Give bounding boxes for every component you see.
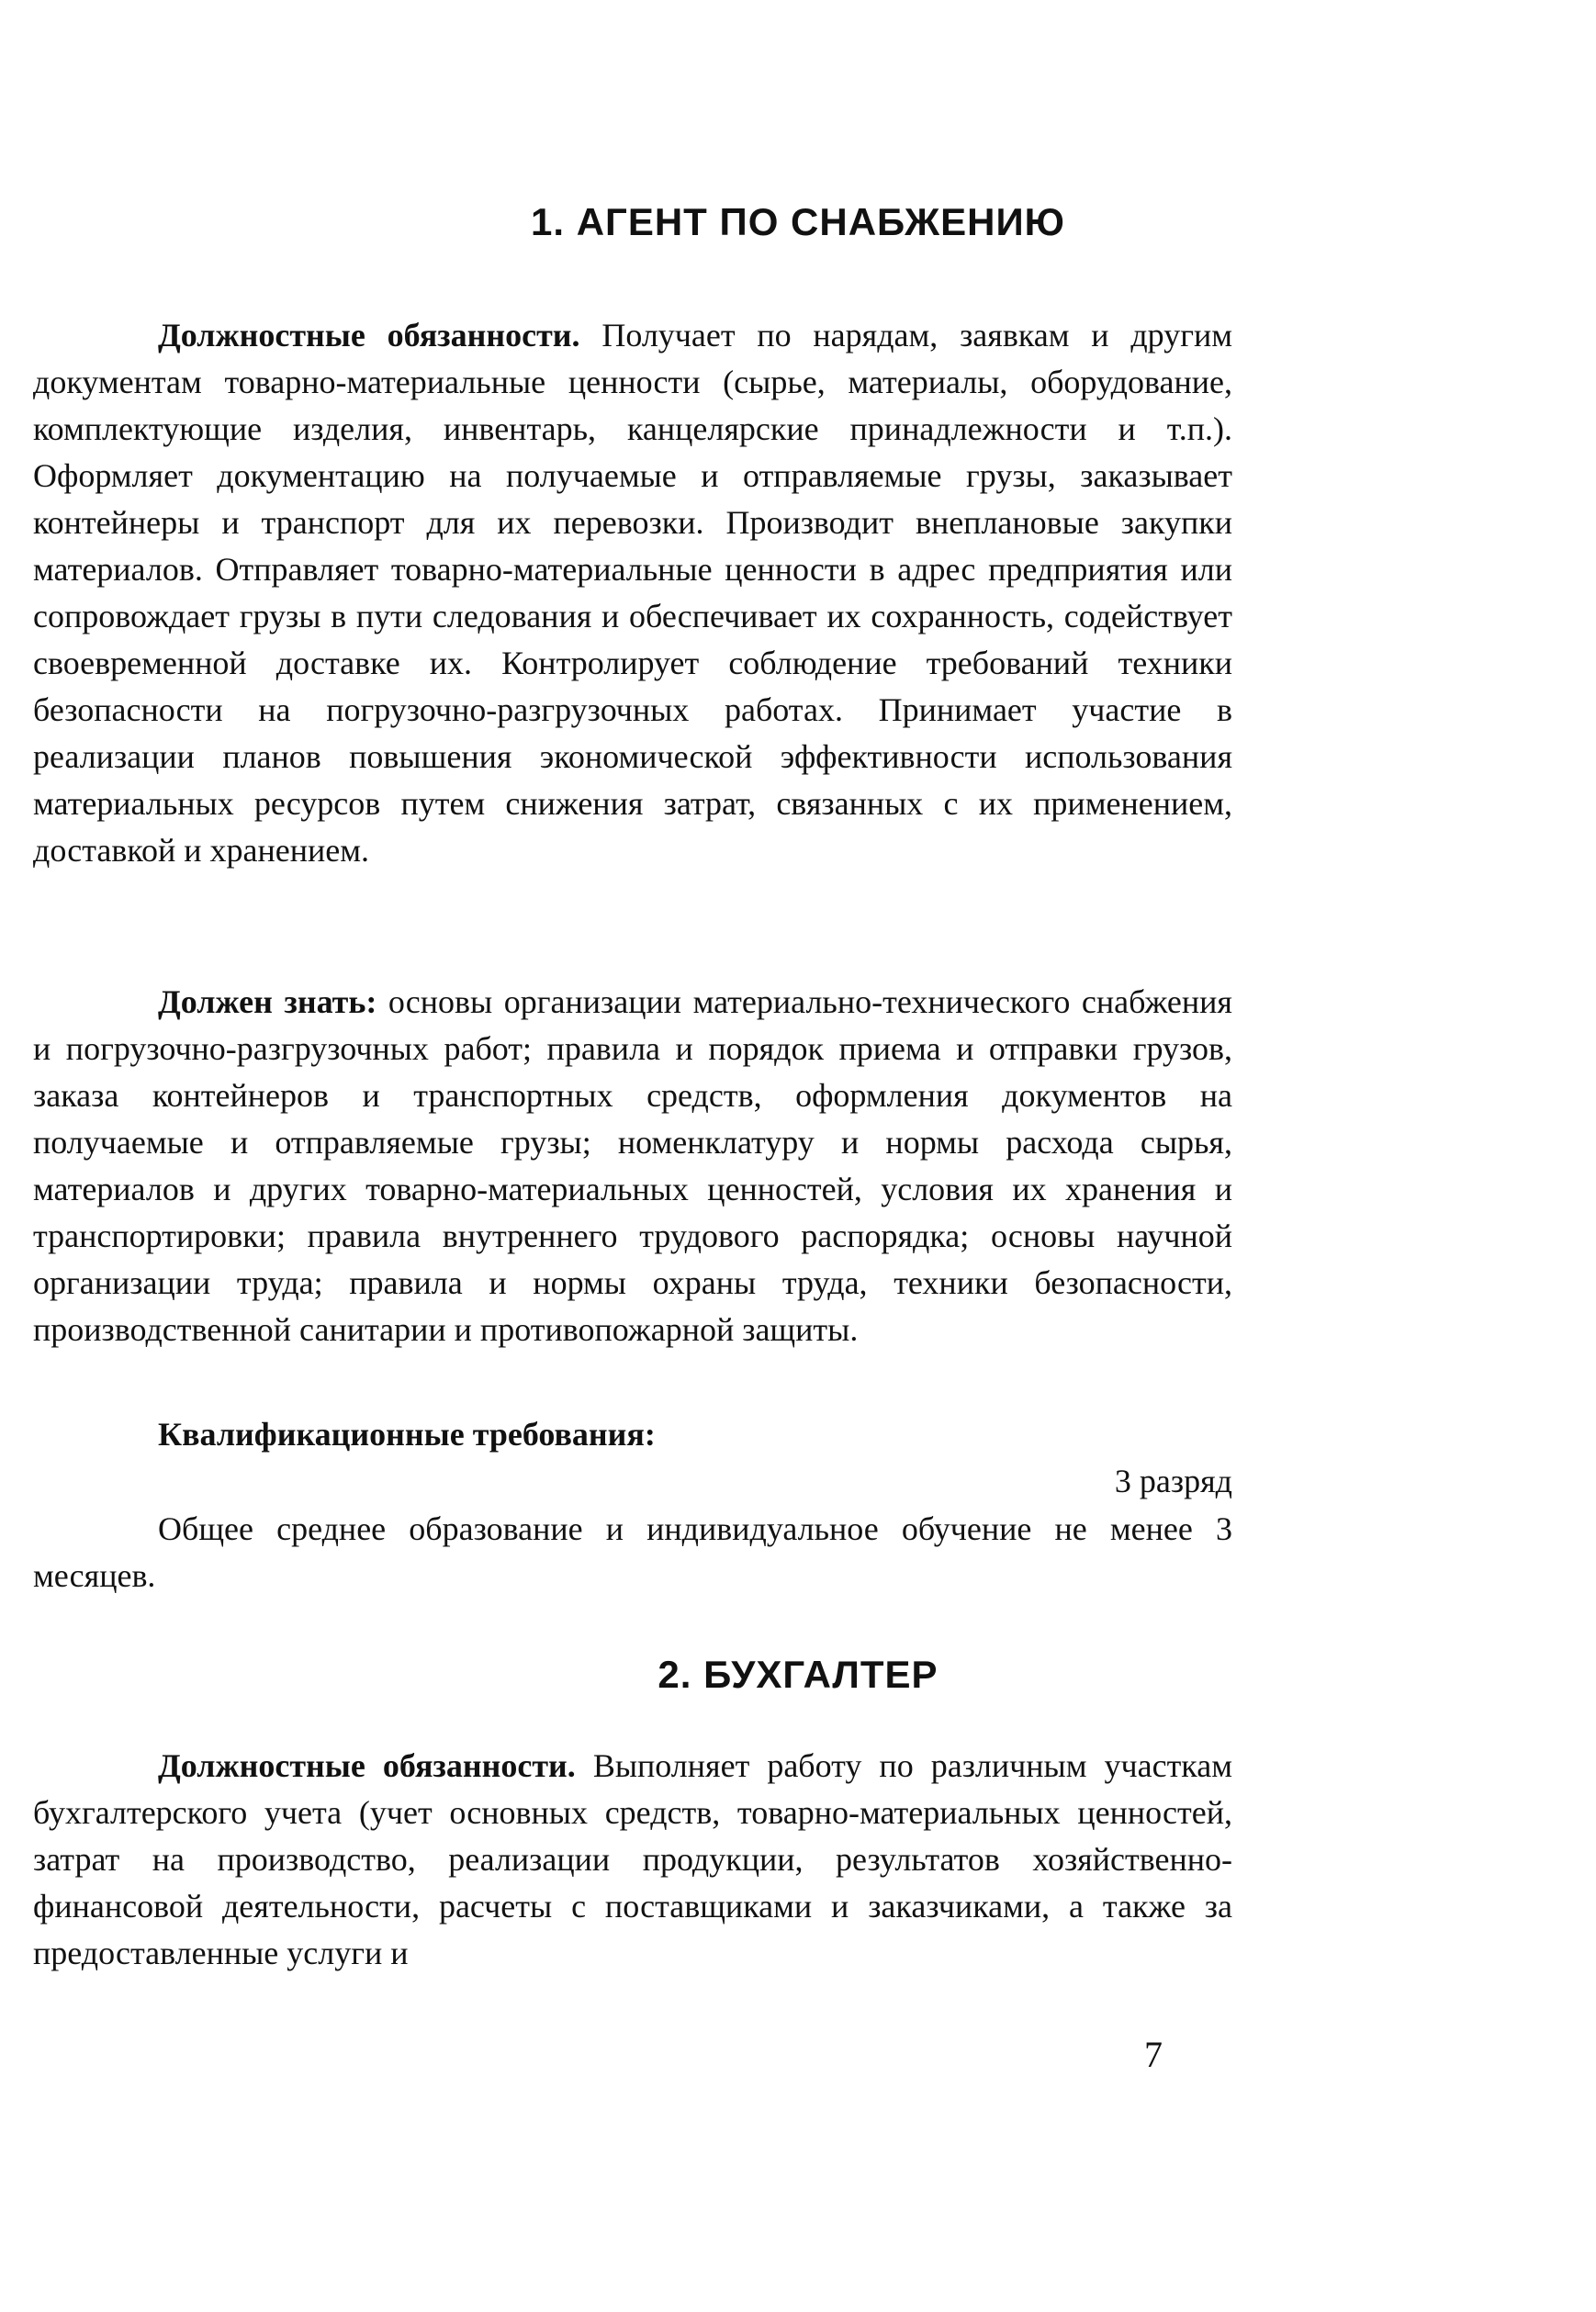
section-1-grade: 3 разряд [1114, 1463, 1232, 1499]
section-1-title: 1. АГЕНТ ПО СНАБЖЕНИЮ [531, 200, 1065, 243]
section-2-duties-text: Выполняет работу по различным участкам бухгалтерского учета (учет основных средств, товарно-материальных ценностей, затрат на производство, реализации продукции, результатов хозяйственно-финансовой деятельности, расчеты с поставщиками и заказчиками, а также за предоставленные услуги и [33, 1747, 1233, 1971]
section-1-knowledge-label: Должен знать: [158, 983, 377, 1020]
section-1-qualification-text: Общее среднее образование и индивидуальное обучение не менее 3 месяцев. [33, 1510, 1232, 1594]
section-1-duties-text: Получает по нарядам, заявкам и другим документам товарно-материальные ценности (сырье, материалы, оборудование, комплектующие изделия, инвентарь, канцелярские принадлежности и т.п.). Оформляет документацию на получаемые и отправляемые грузы, заказывает контейнеры и транспорт для их перевозки. Производит внеплановые закупки материалов. Отправляет товарно-материальные ценности в адрес предприятия или сопровождает грузы в пути следования и обеспечивает их сохранность, содействует своевременной доставке их. Контролирует соблюдение требований техники безопасности на погрузочно-разгрузочных работах. Принимает участие в реализации планов повышения экономической эффективности использования материальных ресурсов путем снижения затрат, связанных с их применением, доставкой и хранением. [33, 317, 1233, 869]
page-number: 7 [1144, 2034, 1163, 2075]
section-2-duties-label: Должностные обязанности. [158, 1747, 576, 1784]
section-1-knowledge-paragraph [33, 979, 1232, 1353]
section-2-duties-paragraph [33, 1743, 1232, 1977]
section-1-duties-paragraph [33, 312, 1232, 874]
section-2-title: 2. БУХГАЛТЕР [658, 1653, 938, 1696]
section-1-knowledge-text: основы организации материально-технического снабжения и погрузочно-разгрузочных работ; правила и порядок приема и отправки грузов, заказа контейнеров и транспортных средств, оформления документов на получаемые и отправляемые грузы; номенклатуру и нормы расхода сырья, материалов и других товарно-материальных ценностей, условия их хранения и транспортировки; правила внутреннего трудового распорядка; основы научной организации труда; правила и нормы охраны труда, техники безопасности, производственной санитарии и противопожарной защиты. [33, 983, 1232, 1348]
section-1-qualification-label: Квалификационные требования: [158, 1416, 656, 1453]
section-1-duties-label: Должностные обязанности. [158, 317, 580, 354]
